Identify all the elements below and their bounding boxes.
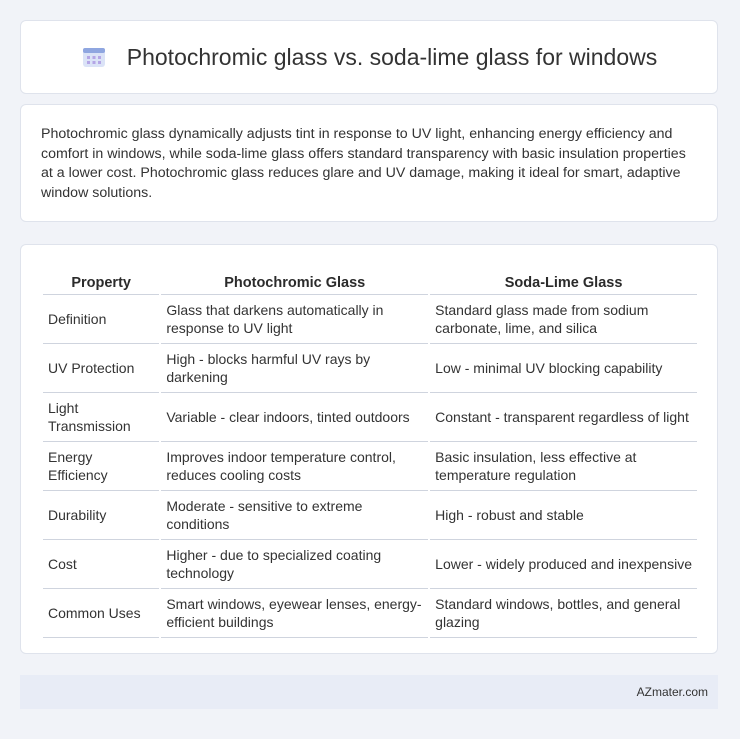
comparison-table bbox=[41, 265, 699, 638]
row-property: Common Uses bbox=[43, 589, 159, 638]
footer bbox=[20, 675, 718, 709]
row-property: Energy Efficiency bbox=[43, 442, 159, 491]
row-soda-lime: Standard windows, bottles, and general glazing bbox=[430, 589, 697, 638]
row-photochromic: Glass that darkens automatically in response to UV light bbox=[161, 295, 428, 344]
page-title: Photochromic glass vs. soda-lime glass for windows bbox=[126, 43, 658, 70]
table-row bbox=[43, 589, 697, 638]
row-soda-lime: Constant - transparent regardless of light bbox=[430, 393, 697, 442]
header-property: Property bbox=[43, 265, 159, 295]
row-photochromic: Improves indoor temperature control, reduces cooling costs bbox=[161, 442, 428, 491]
comparison-card bbox=[20, 244, 718, 654]
table-row bbox=[43, 295, 697, 344]
calendar-icon bbox=[81, 45, 107, 69]
summary-text: Photochromic glass dynamically adjusts tint in response to UV light, enhancing energy efficiency and comfort in windows, while soda-lime glass offers standard transparency with basic insulation properties at a lower cost. Photochromic glass reduces glare and UV damage, making it ideal for smart, adaptive window solutions. bbox=[41, 126, 686, 201]
row-property: Durability bbox=[43, 491, 159, 540]
row-photochromic: Variable - clear indoors, tinted outdoors bbox=[161, 393, 428, 442]
row-soda-lime: High - robust and stable bbox=[430, 491, 697, 540]
header-photochromic: Photochromic Glass bbox=[161, 265, 428, 295]
footer-brand[interactable]: AZmater.com bbox=[636, 685, 708, 699]
row-soda-lime: Lower - widely produced and inexpensive bbox=[430, 540, 697, 589]
row-property: UV Protection bbox=[43, 344, 159, 393]
table-row bbox=[43, 442, 697, 491]
row-property: Cost bbox=[43, 540, 159, 589]
row-soda-lime: Low - minimal UV blocking capability bbox=[430, 344, 697, 393]
summary-card bbox=[20, 104, 718, 222]
table-row bbox=[43, 491, 697, 540]
row-photochromic: High - blocks harmful UV rays by darkening bbox=[161, 344, 428, 393]
row-soda-lime: Basic insulation, less effective at temperature regulation bbox=[430, 442, 697, 491]
table-header-row bbox=[43, 265, 697, 295]
header-soda-lime: Soda-Lime Glass bbox=[430, 265, 697, 295]
row-soda-lime: Standard glass made from sodium carbonate, lime, and silica bbox=[430, 295, 697, 344]
table-row bbox=[43, 540, 697, 589]
table-row bbox=[43, 393, 697, 442]
row-photochromic: Moderate - sensitive to extreme conditions bbox=[161, 491, 428, 540]
row-property: Definition bbox=[43, 295, 159, 344]
row-photochromic: Smart windows, eyewear lenses, energy-efficient buildings bbox=[161, 589, 428, 638]
title-card bbox=[20, 20, 718, 94]
row-property: Light Transmission bbox=[43, 393, 159, 442]
row-photochromic: Higher - due to specialized coating technology bbox=[161, 540, 428, 589]
table-row bbox=[43, 344, 697, 393]
